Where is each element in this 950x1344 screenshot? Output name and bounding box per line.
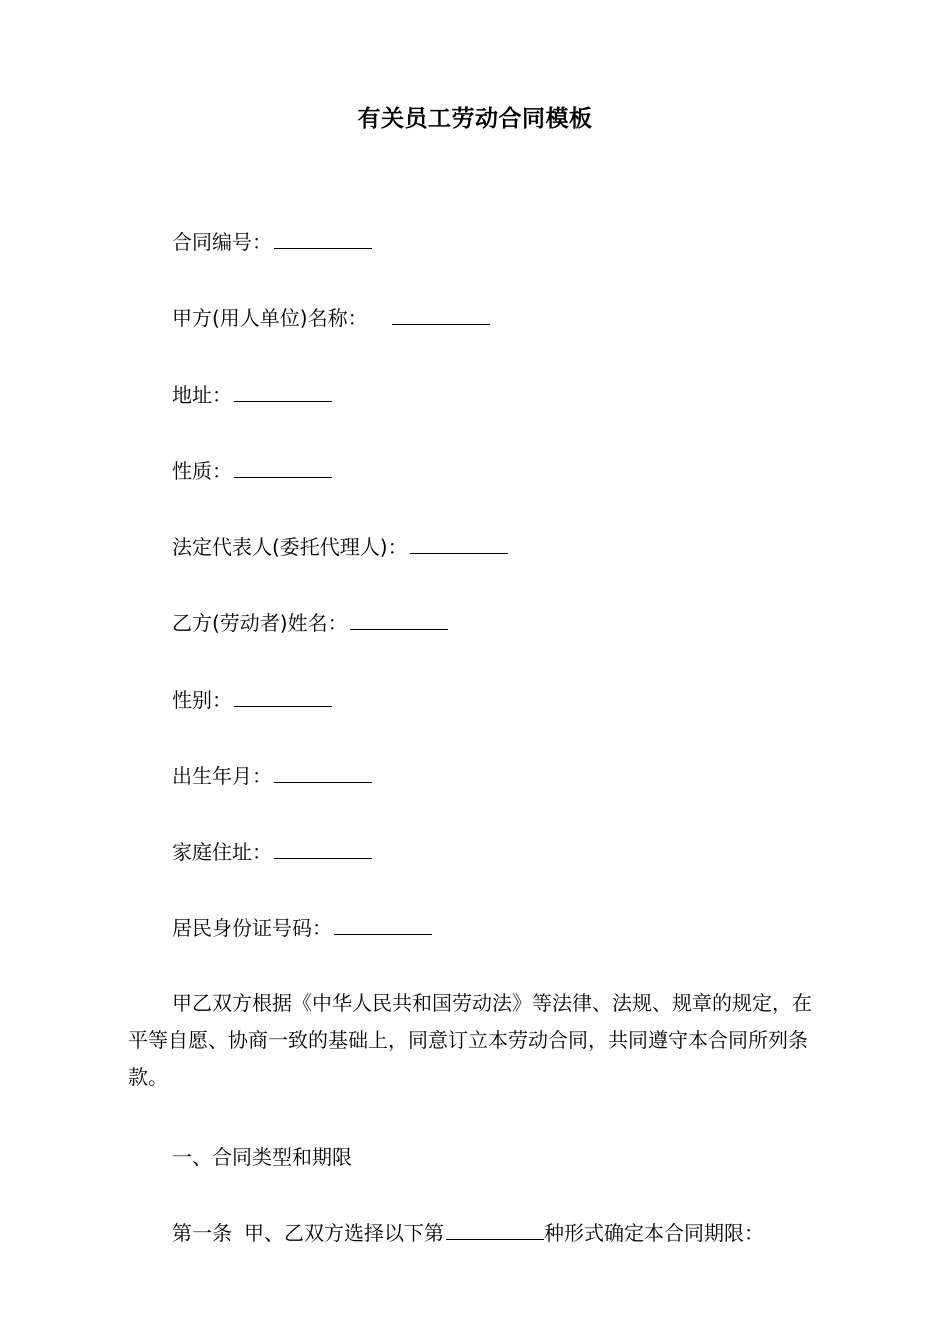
section-heading: 一、合同类型和期限 [172,1145,352,1169]
blank-line [274,228,372,249]
field-birth-date [172,762,372,790]
field-label: 居民身份证号码： [172,916,332,940]
clause-1 [172,1219,764,1247]
field-label: 性别： [172,688,232,712]
blank-line [234,686,332,707]
field-id-number [172,914,432,942]
field-label: 乙方(劳动者)姓名： [172,611,348,635]
field-party-b-name [172,609,448,637]
field-label: 地址： [172,383,232,407]
document-title: 有关员工劳动合同模板 [357,106,593,132]
field-label: 性质： [172,459,232,483]
field-nature [172,457,332,485]
field-contract-number [172,228,372,256]
field-party-a-name [172,304,490,332]
field-label: 出生年月： [172,764,272,788]
field-address [172,381,332,409]
field-label: 甲方(用人单位)名称： [172,306,381,330]
blank-line [234,381,332,402]
clause-text-before: 甲、乙双方选择以下第 [244,1221,444,1245]
intro-paragraph: 甲乙双方根据《中华人民共和国劳动法》等法律、法规、规章的规定，在平等自愿、协商一致的基础上，同意订立本劳动合同，共同遵守本合同所列条款。 [128,991,812,1089]
field-label: 法定代表人(委托代理人)： [172,535,408,559]
blank-line [392,304,490,325]
field-label: 家庭住址： [172,840,272,864]
blank-line [334,914,432,935]
blank-line [274,838,372,859]
field-gender [172,686,332,714]
blank-line [350,609,448,630]
field-legal-representative [172,533,508,561]
clause-number: 第一条 [172,1221,232,1245]
clause-text-after: 种形式确定本合同期限： [544,1221,764,1245]
blank-line [274,762,372,783]
field-home-address [172,838,372,866]
field-label: 合同编号： [172,230,272,254]
blank-line [446,1219,544,1240]
blank-line [410,533,508,554]
blank-line [234,457,332,478]
